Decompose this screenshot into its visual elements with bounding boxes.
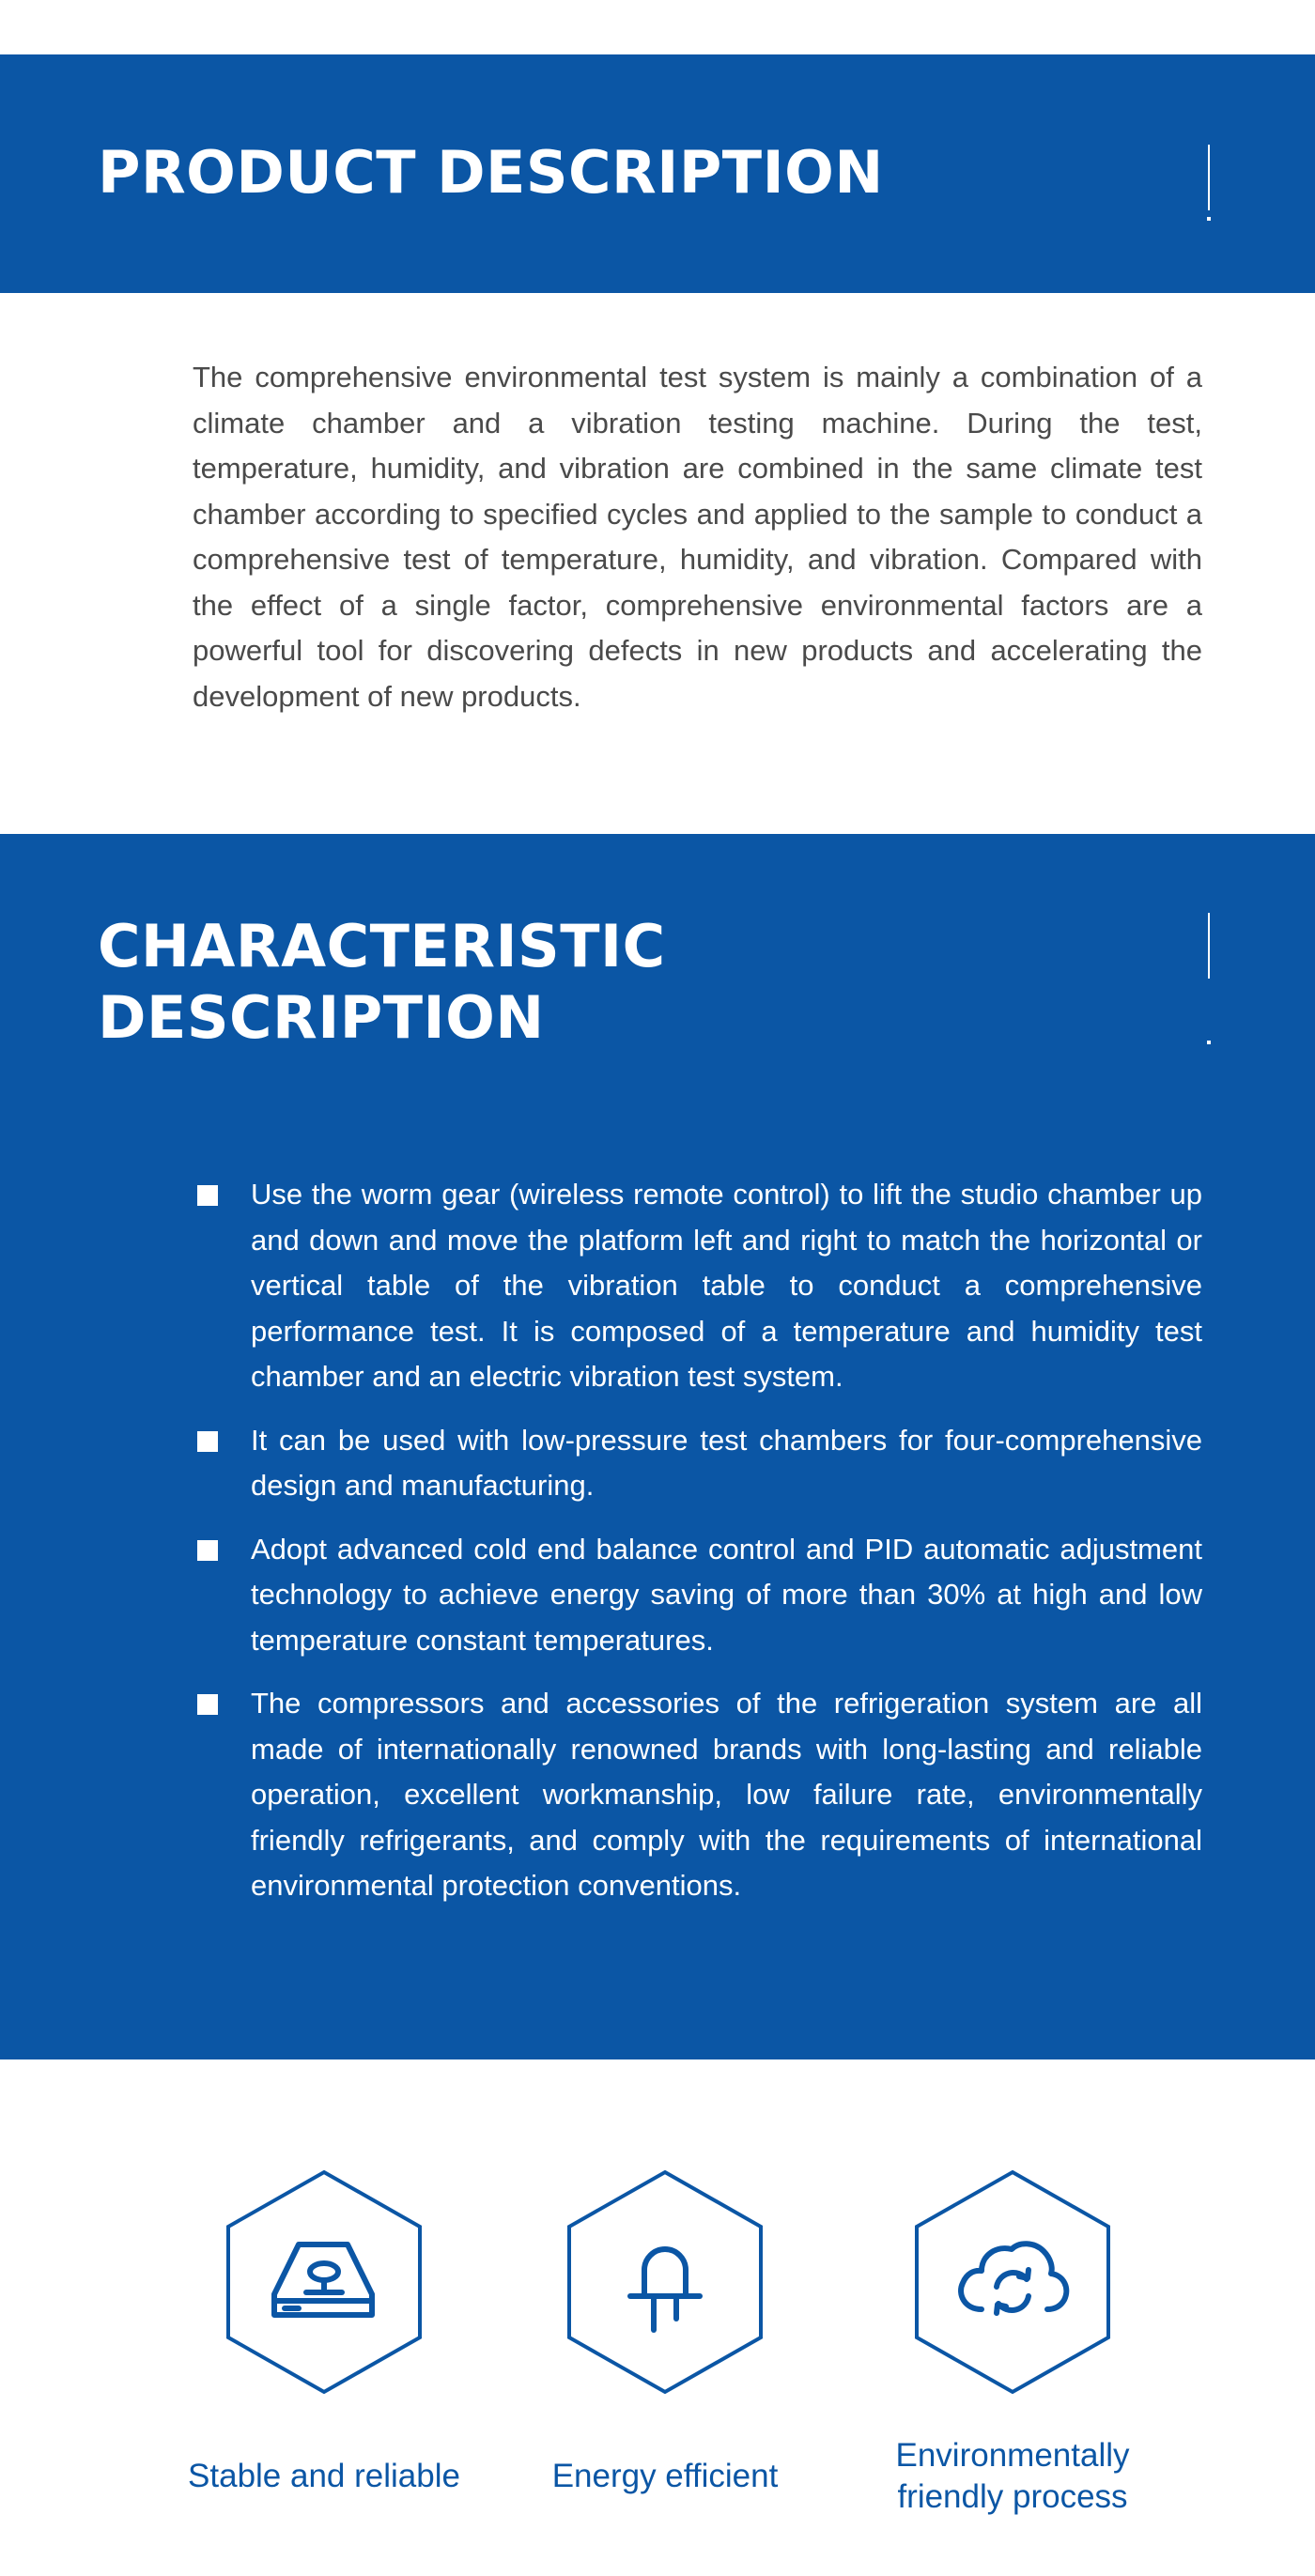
feature-label: [834, 2435, 1191, 2518]
title-divider-dot: [1207, 217, 1211, 221]
product-description-paragraph: The comprehensive environmental test system is mainly a combination of a climate chamber and a vibration testing machine. During the test, temperature, humidity, and vibration are combined in the same climate test chamber according to specified cycles and applied to the sample to conduct a comprehensive test of temperature, humidity, and vibration. Compared with the effect of a single factor, comprehensive environmental factors are a powerful tool for discovering defects in new products and accelerating the development of new products.: [193, 361, 1202, 713]
feature-energy-efficient: [487, 2165, 843, 2522]
led-bulb-icon: [565, 2168, 766, 2396]
characteristic-description-title: [98, 911, 666, 1054]
characteristic-item-text: It can be used with low-pressure test chambers for four-comprehensive design and manufacturing.: [251, 1423, 1202, 1502]
characteristic-item: [193, 1681, 1202, 1909]
hard-drive-icon: [224, 2168, 425, 2396]
characteristic-item: [193, 1418, 1202, 1509]
characteristic-divider-line: [1208, 913, 1210, 979]
characteristic-item: [193, 1172, 1202, 1400]
characteristic-title-line2: DESCRIPTION: [98, 983, 545, 1052]
product-description-title: PRODUCT DESCRIPTION: [98, 138, 884, 207]
feature-label: Energy efficient: [551, 2458, 779, 2494]
characteristic-item: [193, 1527, 1202, 1664]
feature-label-line1: Environmentally: [895, 2437, 1130, 2474]
characteristic-description-section: [0, 834, 1315, 2059]
product-description-banner: [0, 54, 1315, 293]
bullet-square-icon: [197, 1431, 218, 1452]
bullet-square-icon: [197, 1694, 218, 1715]
bullet-square-icon: [197, 1540, 218, 1561]
characteristic-item-text: Use the worm gear (wireless remote control) to lift the studio chamber up and down and move the platform left and right to match the horizontal or vertical table of the vibration table to conduct a comprehensive performance test. It is composed of a temperature and humidity test chamber and an electric vibration test system.: [251, 1178, 1202, 1393]
feature-label-line2: friendly process: [897, 2478, 1128, 2515]
characteristic-list: [193, 1172, 1202, 1927]
characteristic-title-line1: CHARACTERISTIC: [98, 912, 666, 980]
bullet-square-icon: [197, 1185, 218, 1206]
characteristic-item-text: The compressors and accessories of the refrigeration system are all made of internationally renowned brands with long-lasting and reliable operation, excellent workmanship, low failure rate, environmentally friendly refrigerants, and comply with the requirements of international environmental protection conventions.: [251, 1687, 1202, 1902]
feature-label: Stable and reliable: [188, 2458, 460, 2494]
cloud-sync-icon: [912, 2168, 1113, 2396]
characteristic-divider-dot: [1207, 1041, 1211, 1044]
characteristic-item-text: Adopt advanced cold end balance control and PID automatic adjustment technology to achieve energy saving of more than 30% at high and low temperature constant temperatures.: [251, 1532, 1202, 1657]
title-divider-line: [1208, 145, 1210, 210]
feature-stable-reliable: [146, 2165, 503, 2522]
feature-environmentally-friendly: [834, 2165, 1191, 2522]
